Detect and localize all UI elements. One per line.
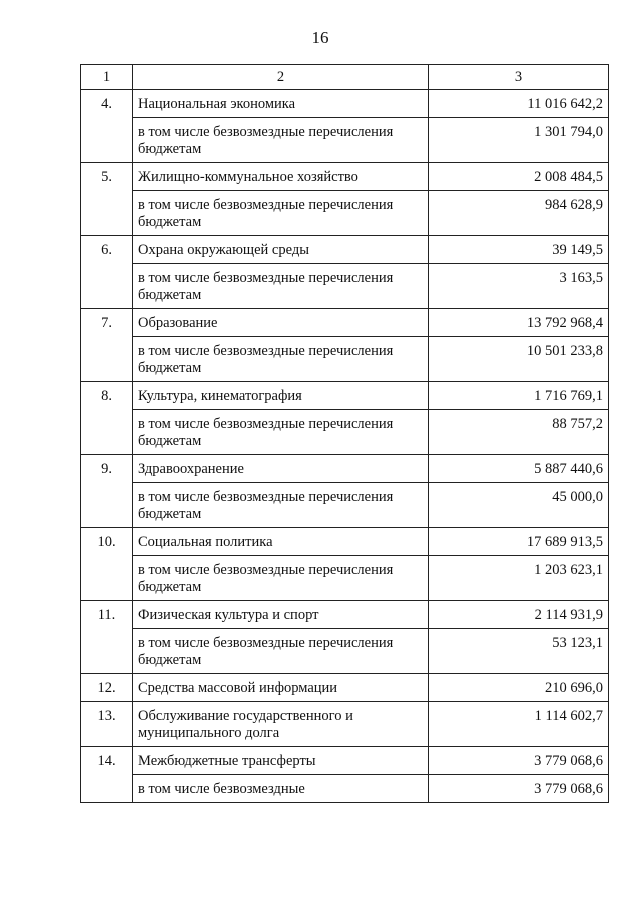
table-row bbox=[81, 382, 609, 410]
row-number: 4. bbox=[81, 90, 133, 163]
row-value: 210 696,0 bbox=[429, 674, 609, 702]
table-subrow bbox=[81, 775, 609, 803]
subrow-value: 10 501 233,8 bbox=[429, 337, 609, 382]
table-row bbox=[81, 702, 609, 747]
subrow-label: в том числе безвозмездные перечисления бюджетам bbox=[133, 118, 429, 163]
subrow-label: в том числе безвозмездные перечисления бюджетам bbox=[133, 337, 429, 382]
table-row bbox=[81, 528, 609, 556]
row-value: 39 149,5 bbox=[429, 236, 609, 264]
row-value: 3 779 068,6 bbox=[429, 747, 609, 775]
row-label: Межбюджетные трансферты bbox=[133, 747, 429, 775]
row-label: Охрана окружающей среды bbox=[133, 236, 429, 264]
row-value: 2 008 484,5 bbox=[429, 163, 609, 191]
row-value: 2 114 931,9 bbox=[429, 601, 609, 629]
row-number: 13. bbox=[81, 702, 133, 747]
row-value: 11 016 642,2 bbox=[429, 90, 609, 118]
table-subrow bbox=[81, 483, 609, 528]
row-number: 9. bbox=[81, 455, 133, 528]
subrow-value: 984 628,9 bbox=[429, 191, 609, 236]
table-subrow bbox=[81, 337, 609, 382]
row-label: Культура, кинематография bbox=[133, 382, 429, 410]
row-value: 13 792 968,4 bbox=[429, 309, 609, 337]
subrow-value: 53 123,1 bbox=[429, 629, 609, 674]
row-value: 1 716 769,1 bbox=[429, 382, 609, 410]
column-header-3: 3 bbox=[429, 65, 609, 90]
row-number: 7. bbox=[81, 309, 133, 382]
subrow-value: 45 000,0 bbox=[429, 483, 609, 528]
subrow-label: в том числе безвозмездные bbox=[133, 775, 429, 803]
row-number: 6. bbox=[81, 236, 133, 309]
table-subrow bbox=[81, 191, 609, 236]
row-number: 5. bbox=[81, 163, 133, 236]
row-value: 17 689 913,5 bbox=[429, 528, 609, 556]
table-row bbox=[81, 236, 609, 264]
table-subrow bbox=[81, 556, 609, 601]
table-row bbox=[81, 309, 609, 337]
row-label: Жилищно-коммунальное хозяйство bbox=[133, 163, 429, 191]
row-value: 5 887 440,6 bbox=[429, 455, 609, 483]
budget-table bbox=[80, 64, 609, 803]
table-subrow bbox=[81, 118, 609, 163]
row-value: 1 114 602,7 bbox=[429, 702, 609, 747]
table-row bbox=[81, 455, 609, 483]
table-row bbox=[81, 674, 609, 702]
row-number: 12. bbox=[81, 674, 133, 702]
table-subrow bbox=[81, 629, 609, 674]
row-label: Здравоохранение bbox=[133, 455, 429, 483]
row-label: Физическая культура и спорт bbox=[133, 601, 429, 629]
row-number: 11. bbox=[81, 601, 133, 674]
row-label: Национальная экономика bbox=[133, 90, 429, 118]
subrow-value: 3 163,5 bbox=[429, 264, 609, 309]
table-subrow bbox=[81, 410, 609, 455]
subrow-value: 3 779 068,6 bbox=[429, 775, 609, 803]
subrow-label: в том числе безвозмездные перечисления бюджетам bbox=[133, 264, 429, 309]
subrow-label: в том числе безвозмездные перечисления бюджетам bbox=[133, 483, 429, 528]
subrow-label: в том числе безвозмездные перечисления бюджетам bbox=[133, 556, 429, 601]
row-label: Средства массовой информации bbox=[133, 674, 429, 702]
table-row bbox=[81, 601, 609, 629]
row-label: Социальная политика bbox=[133, 528, 429, 556]
column-header-2: 2 bbox=[133, 65, 429, 90]
subrow-value: 1 203 623,1 bbox=[429, 556, 609, 601]
subrow-value: 1 301 794,0 bbox=[429, 118, 609, 163]
subrow-label: в том числе безвозмездные перечисления бюджетам bbox=[133, 410, 429, 455]
row-number: 8. bbox=[81, 382, 133, 455]
row-number: 14. bbox=[81, 747, 133, 803]
table-row bbox=[81, 163, 609, 191]
table-subrow bbox=[81, 264, 609, 309]
row-label: Обслуживание государственного и муниципального долга bbox=[133, 702, 429, 747]
table-header-row bbox=[81, 65, 609, 90]
subrow-label: в том числе безвозмездные перечисления бюджетам bbox=[133, 629, 429, 674]
column-header-1: 1 bbox=[81, 65, 133, 90]
table-row bbox=[81, 90, 609, 118]
subrow-label: в том числе безвозмездные перечисления бюджетам bbox=[133, 191, 429, 236]
table-row bbox=[81, 747, 609, 775]
row-number: 10. bbox=[81, 528, 133, 601]
row-label: Образование bbox=[133, 309, 429, 337]
subrow-value: 88 757,2 bbox=[429, 410, 609, 455]
page-number: 16 bbox=[311, 28, 329, 47]
